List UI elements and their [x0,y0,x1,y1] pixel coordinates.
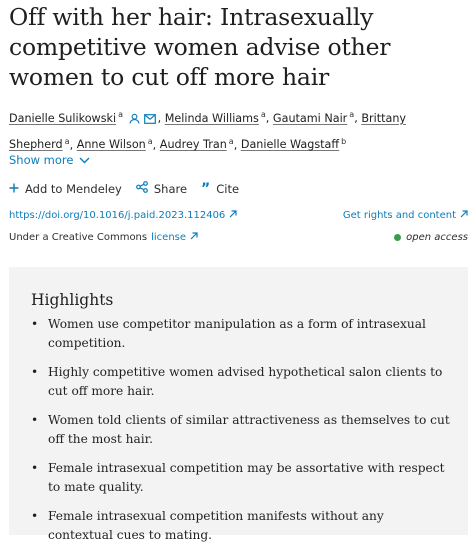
plus-icon [9,182,19,196]
author-link[interactable]: Danielle Wagstaff $^b$ [240,136,347,152]
email-icon[interactable] [144,110,156,131]
author-list: Danielle Sulikowski $^a$ , Melinda Williams $^a$, Gautami Nair $^a$, Brittany Shepherd $^a$, Anne Wilson $^a$, Audrey Tran $^a$, Danielle Wagstaff $^b$ [9,110,407,152]
open-access-badge: open access [394,232,468,243]
author-link[interactable]: Anne Wilson $^a$ [76,136,153,152]
person-icon[interactable] [129,110,140,131]
article-title: Off with her hair: Intrasexually competitive women advise other women to cut off more hair [9,3,391,91]
show-more-button[interactable] [9,153,90,167]
external-link-icon [190,232,198,243]
author-link[interactable]: Brittany Shepherd $^a$ [9,111,407,152]
highlight-item: • Women use competitor manipulation as a form of intrasexual competition. [31,315,451,353]
doi-link[interactable]: https://doi.org/10.1016/j.paid.2023.112406 [9,210,237,221]
highlight-item: • Female intrasexual competition manifests without any contextual cues to mating. [31,507,451,545]
external-link-icon [460,210,468,221]
article-actions [9,181,253,196]
author-link[interactable]: Gautami Nair $^a$ [272,110,355,125]
highlight-item: • Female intrasexual competition may be assortative with respect to mate quality. [31,459,451,497]
highlight-item: • Women told clients of similar attractiveness as themselves to cut off the most hair. [31,411,451,449]
show-more-label: Show more [9,153,74,167]
highlights-title: Highlights [31,291,114,309]
highlight-item: • Highly competitive women advised hypothetical salon clients to cut off more hair. [31,363,451,401]
license-info: Under a Creative Commons license [9,232,198,243]
share-button[interactable]: Share [136,181,187,196]
highlights-list [31,315,451,555]
share-icon [136,181,148,196]
rights-link[interactable]: Get rights and content [343,210,468,221]
external-link-icon [229,210,237,221]
license-link[interactable]: license [151,232,187,243]
author-link[interactable]: Danielle Sulikowski $^a$ [9,110,124,125]
author-link[interactable]: Audrey Tran $^a$ [159,136,234,152]
open-access-dot-icon [394,234,401,241]
quote-icon: ” [201,180,211,197]
add-to-mendeley-button[interactable]: Add to Mendeley [9,182,122,196]
author-link[interactable]: Melinda Williams $^a$ [164,110,266,125]
highlights-section [9,267,468,542]
cite-button[interactable]: ” Cite [201,180,240,197]
chevron-down-icon [79,153,90,167]
